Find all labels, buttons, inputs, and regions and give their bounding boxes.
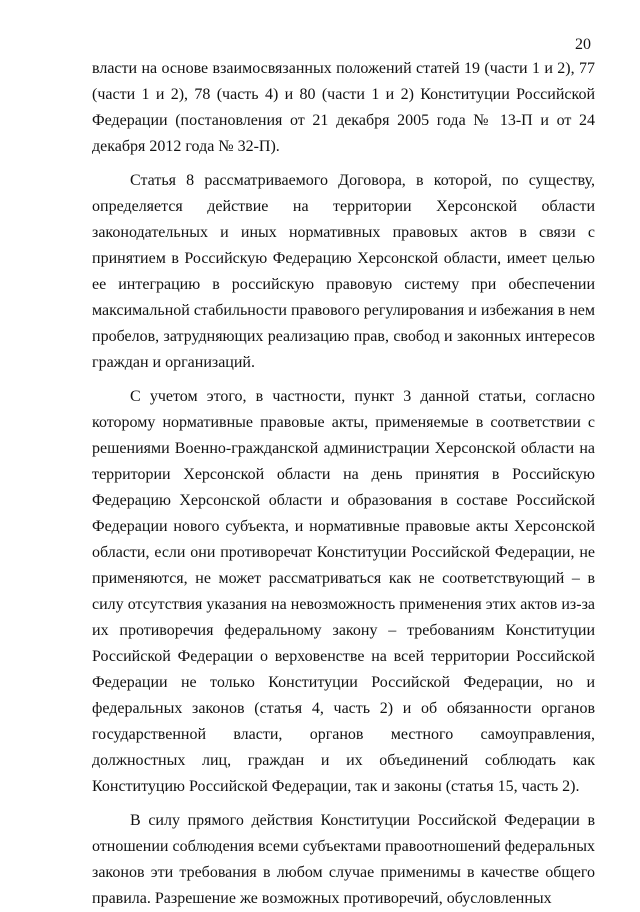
paragraph: В силу прямого действия Конституции Российской Федерации в отношении соблюдения всеми субъектами правоотношений федеральных законов эти требования в любом случае применимы в качестве общего правила. Разрешение же возможных противоречий, обусловленных <box>92 812 595 907</box>
document-body <box>92 56 595 912</box>
paragraph: С учетом этого, в частности, пункт 3 данной статьи, согласно которому нормативные правовые акты, применяемые в соответствии с решениями Военно-гражданской администрации Херсонской области на территории Херсонской области на день принятия в Российскую Федерацию Херсонской области и образования в составе Российской Федерации нового субъекта, и нормативные правовые акты Херсонской области, если они противоречат Конституции Российской Федерации, не применяются, не может рассматриваться как не соответствующий – в силу отсутствия указания на невозможность применения этих актов из-за их противоречия федеральному закону – требованиям Конституции Российской Федерации о верховенстве на всей территории Российской Федерации не только Конституции Российской Федерации, но и федеральных законов (статья 4, часть 2) и об обязанности органов государственной власти, органов местного самоуправления, должностных лиц, граждан и их объединений соблюдать как Конституцию Российской Федерации, так и законы (статья 15, часть 2). <box>92 388 595 795</box>
paragraph: власти на основе взаимосвязанных положений статей 19 (части 1 и 2), 77 (части 1 и 2), 78 (часть 4) и 80 (части 1 и 2) Конституции Российской Федерации (постановления от 21 декабря 2005 года № 13-П и от 24 декабря 2012 года № 32-П). <box>92 60 595 155</box>
paragraph: Статья 8 рассматриваемого Договора, в которой, по существу, определяется действие на территории Херсонской области законодательных и иных нормативных правовых актов в связи с принятием в Российскую Федерацию Херсонской области, имеет целью ее интеграцию в российскую правовую систему при обеспечении максимальной стабильности правового регулирования и избежания в нем пробелов, затрудняющих реализацию прав, свобод и законных интересов граждан и организаций. <box>92 172 595 371</box>
page-number: 20 <box>575 36 591 53</box>
